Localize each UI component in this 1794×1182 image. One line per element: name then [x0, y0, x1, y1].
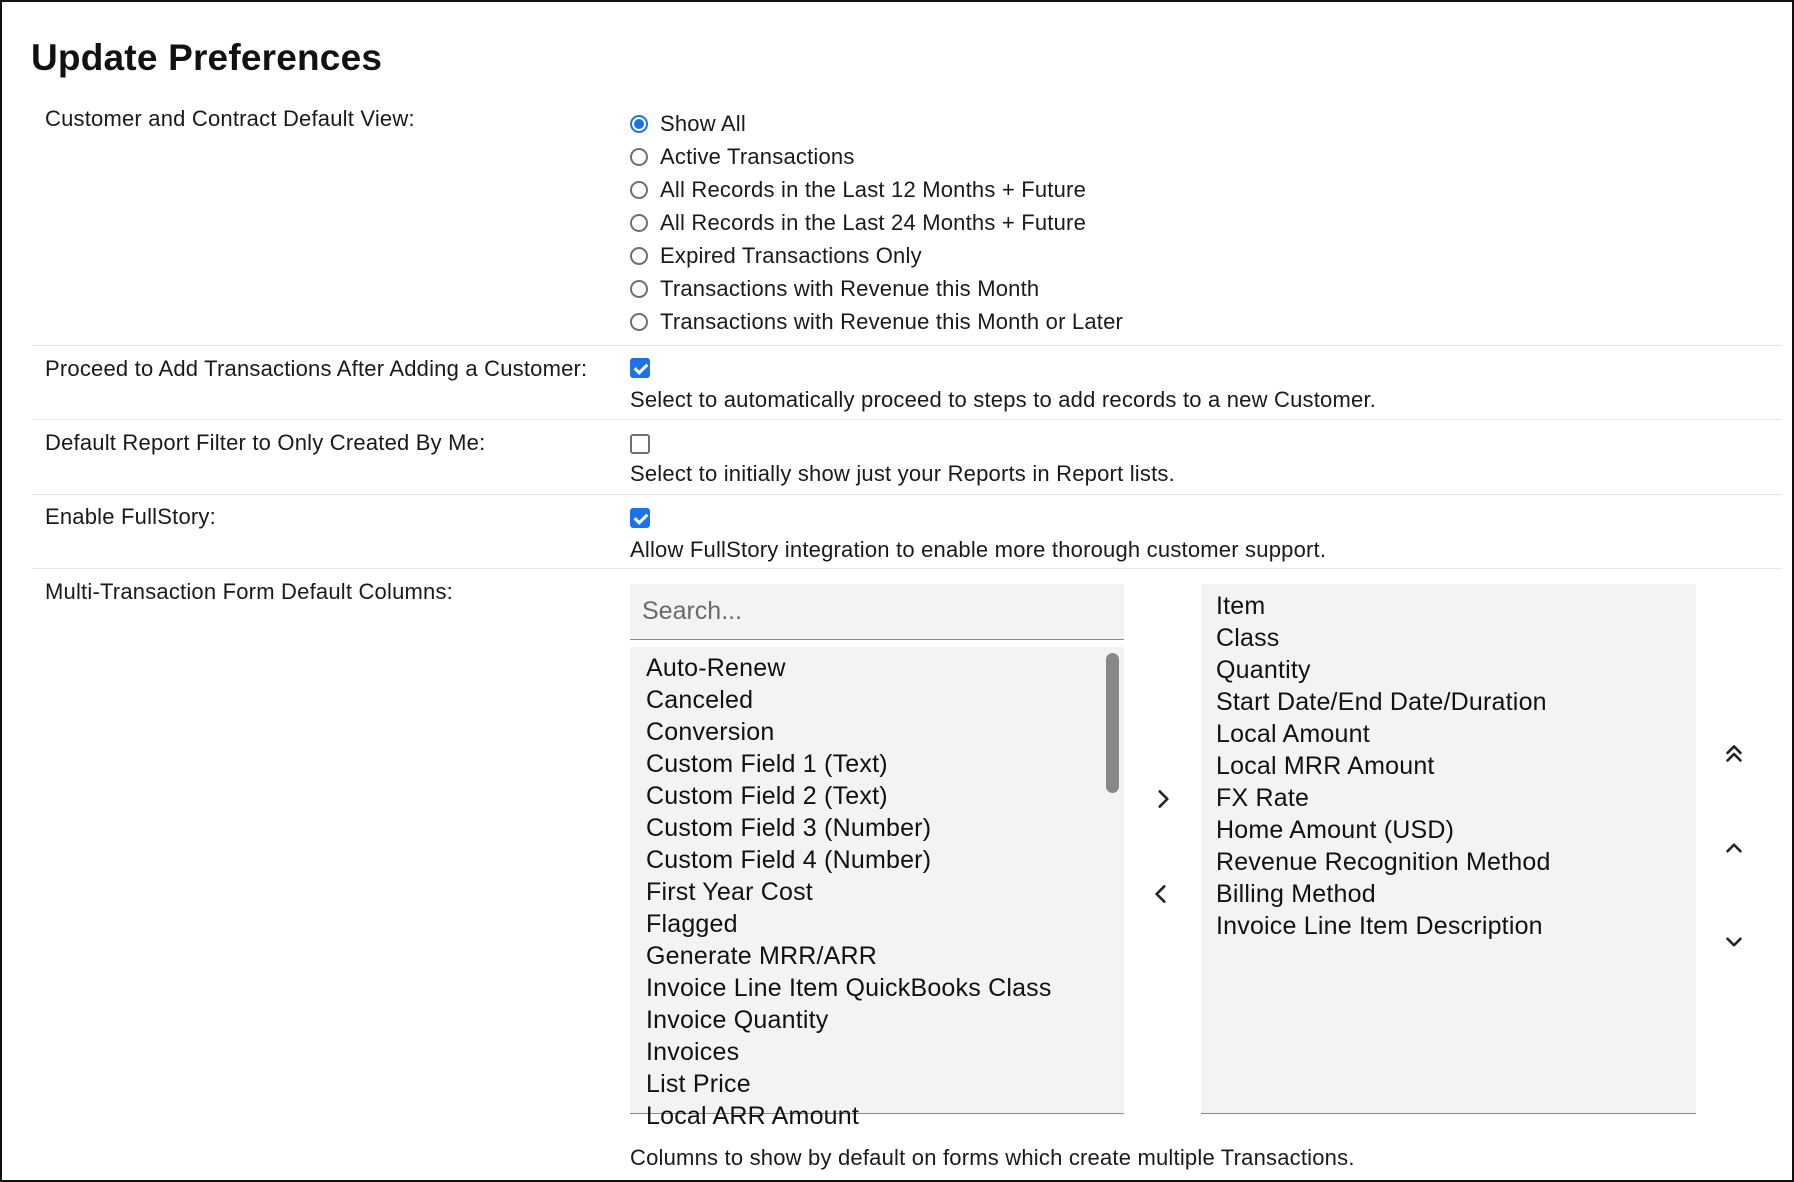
- column-option[interactable]: Custom Field 2 (Text): [646, 782, 888, 810]
- move-top-button[interactable]: [1716, 736, 1752, 772]
- fullstory-field: [630, 508, 1326, 563]
- fullstory-checkbox[interactable]: [630, 508, 650, 528]
- column-option[interactable]: Invoice Quantity: [646, 1006, 829, 1034]
- column-option[interactable]: Invoice Line Item Description: [1216, 912, 1543, 940]
- report-filter-row: [32, 419, 1782, 495]
- column-option[interactable]: Quantity: [1216, 656, 1311, 684]
- column-option[interactable]: Start Date/End Date/Duration: [1216, 688, 1547, 716]
- column-option[interactable]: Billing Method: [1216, 880, 1376, 908]
- page-title: Update Preferences: [31, 37, 383, 78]
- column-option[interactable]: Home Amount (USD): [1216, 816, 1455, 844]
- default-view-field: [630, 107, 1123, 338]
- column-option[interactable]: Item: [1216, 592, 1266, 620]
- default-view-option[interactable]: [630, 107, 1123, 140]
- move-up-button[interactable]: [1716, 830, 1752, 866]
- column-option[interactable]: Revenue Recognition Method: [1216, 848, 1551, 876]
- radio-button[interactable]: [630, 247, 648, 265]
- column-option[interactable]: Custom Field 3 (Number): [646, 814, 932, 842]
- chevron-down-icon: [1721, 929, 1747, 955]
- column-option[interactable]: Conversion: [646, 718, 775, 746]
- column-option[interactable]: Invoice Line Item QuickBooks Class: [646, 974, 1052, 1002]
- column-option[interactable]: Class: [1216, 624, 1280, 652]
- column-option[interactable]: Custom Field 1 (Text): [646, 750, 888, 778]
- double-chevron-up-icon: [1721, 741, 1747, 767]
- default-view-option[interactable]: [630, 272, 1123, 305]
- proceed-row: [32, 345, 1782, 420]
- column-option[interactable]: Generate MRR/ARR: [646, 942, 878, 970]
- radio-label: Expired Transactions Only: [660, 242, 922, 268]
- column-option[interactable]: Flagged: [646, 910, 738, 938]
- chevron-up-icon: [1721, 835, 1747, 861]
- fullstory-help: Allow FullStory integration to enable more thorough customer support.: [630, 537, 1327, 562]
- available-columns-list[interactable]: [630, 647, 1124, 1130]
- add-column-button[interactable]: [1145, 781, 1181, 817]
- proceed-label: Proceed to Add Transactions After Adding a Customer:: [45, 356, 588, 381]
- report-filter-field: [630, 434, 1175, 487]
- proceed-field: [630, 358, 1376, 413]
- radio-button[interactable]: [630, 148, 648, 166]
- radio-button[interactable]: [630, 280, 648, 298]
- column-option[interactable]: Invoices: [646, 1038, 740, 1066]
- move-down-button[interactable]: [1716, 924, 1752, 960]
- column-option[interactable]: Custom Field 4 (Number): [646, 846, 932, 874]
- radio-label: Transactions with Revenue this Month: [660, 275, 1040, 301]
- chevron-right-icon: [1150, 786, 1176, 812]
- radio-label: Transactions with Revenue this Month or Later: [660, 308, 1124, 334]
- radio-label: Show All: [660, 110, 746, 136]
- columns-label: Multi-Transaction Form Default Columns:: [45, 579, 453, 604]
- radio-button[interactable]: [630, 214, 648, 232]
- radio-label: All Records in the Last 12 Months + Future: [660, 176, 1087, 202]
- columns-help: Columns to show by default on forms which create multiple Transactions.: [630, 1145, 1355, 1170]
- column-option[interactable]: FX Rate: [1216, 784, 1310, 812]
- radio-label: All Records in the Last 24 Months + Future: [660, 209, 1087, 235]
- selected-columns-list[interactable]: [1201, 584, 1696, 1114]
- default-view-label: Customer and Contract Default View:: [45, 106, 415, 131]
- column-option[interactable]: Local MRR Amount: [1216, 752, 1435, 780]
- default-view-option[interactable]: [630, 206, 1123, 239]
- fullstory-row: [32, 494, 1782, 569]
- column-option[interactable]: Canceled: [646, 686, 754, 714]
- default-view-option[interactable]: [630, 173, 1123, 206]
- report-filter-help: Select to initially show just your Reports in Report lists.: [630, 461, 1175, 486]
- radio-button[interactable]: [630, 115, 648, 133]
- fullstory-label: Enable FullStory:: [45, 504, 216, 529]
- remove-column-button[interactable]: [1143, 876, 1179, 912]
- column-search-input[interactable]: [630, 584, 1124, 640]
- proceed-help: Select to automatically proceed to steps to add records to a new Customer.: [630, 387, 1377, 412]
- report-filter-label: Default Report Filter to Only Created By Me:: [45, 430, 486, 455]
- proceed-checkbox[interactable]: [630, 358, 650, 378]
- chevron-left-icon: [1148, 881, 1174, 907]
- column-option[interactable]: First Year Cost: [646, 878, 813, 906]
- report-filter-checkbox[interactable]: [630, 434, 650, 454]
- column-option[interactable]: List Price: [646, 1070, 751, 1098]
- radio-button[interactable]: [630, 313, 648, 331]
- radio-button[interactable]: [630, 181, 648, 199]
- default-view-option[interactable]: [630, 239, 1123, 272]
- available-list-scrollbar[interactable]: [1106, 653, 1119, 793]
- default-view-row: [32, 102, 1782, 345]
- column-option[interactable]: Local Amount: [1216, 720, 1370, 748]
- default-view-radio-group: [630, 107, 1123, 338]
- radio-label: Active Transactions: [660, 143, 855, 169]
- default-view-option[interactable]: [630, 305, 1123, 338]
- column-option[interactable]: Local ARR Amount: [646, 1102, 860, 1130]
- column-option[interactable]: Auto-Renew: [646, 654, 786, 682]
- default-view-option[interactable]: [630, 140, 1123, 173]
